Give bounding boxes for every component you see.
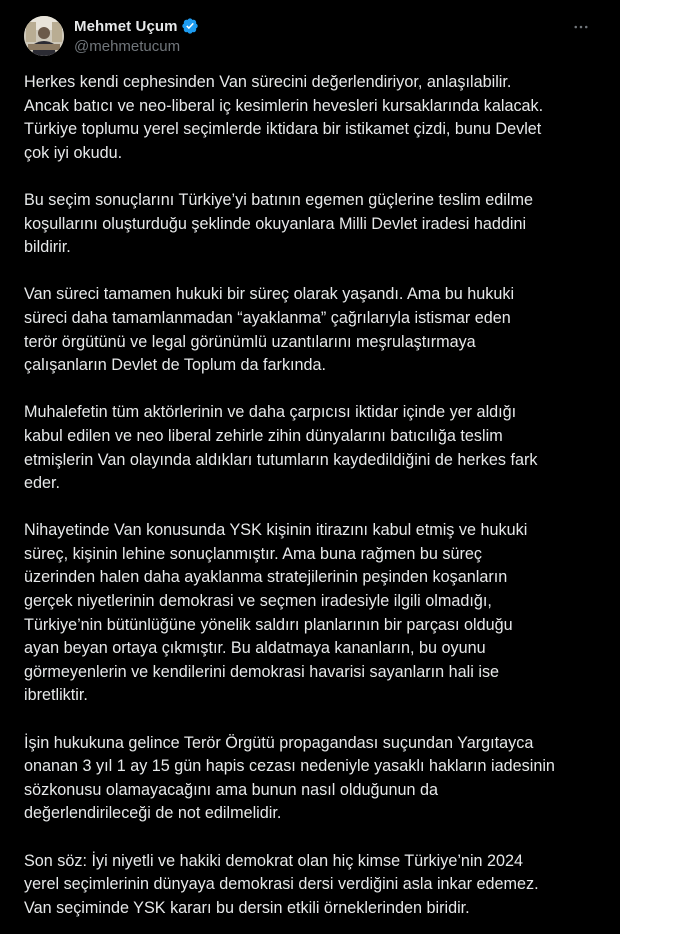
more-options-button[interactable] [566, 14, 596, 40]
more-horizontal-icon [572, 18, 590, 36]
avatar-photo [24, 16, 64, 56]
page-margin [620, 0, 700, 934]
tweet-paragraph: Muhalefetin tüm aktörlerinin ve daha çarpıcısı iktidar içinde yer aldığı kabul edilen ve neo liberal zehirle zihin dünyalarını batıcılığa teslim etmişlerin Van olayında aldıkları tutumların kaydedildiğini de herkes fark eder. [24, 403, 538, 493]
author-names [74, 16, 199, 55]
tweet-paragraph: Bu seçim sonuçlarını Türkiye’yi batının egemen güçlerine teslim edilme koşullarını oluşturduğu şeklinde okuyanlara Milli Devlet iradesi haddini bildirir. [24, 190, 533, 257]
tweet-paragraph: Herkes kendi cephesinden Van sürecini değerlendiriyor, anlaşılabilir. Ancak batıcı ve neo-liberal iç kesimlerin hevesleri kursaklarında kalacak. Türkiye toplumu yerel seçimlerde iktidara bir istikamet çizdi, bunu Devlet çok iyi okudu. [24, 73, 544, 162]
author-display-name[interactable]: Mehmet Uçum [74, 17, 178, 35]
name-row [74, 16, 199, 36]
tweet-paragraph: Nihayetinde Van konusunda YSK kişinin itirazını kabul etmiş ve hukuki süreç, kişinin lehine sonuçlanmıştır. Ama buna rağmen bu süreç üzerinden halen daha ayaklanma stratejilerinin peşinden koşanların gerçek niyetlerinin demokrasi ve seçmen iradesiyle ilgili olmadığı, Türkiye’nin bütünlüğüne yönelik saldırı planlarının bir parçası olduğu ayan beyan ortaya çıkmıştır. Bu aldatmaya kananların, bu oyunu görmeyenlerin ve kendilerini demokrasi havarisi sayanların hali ise ibretliktir. [24, 521, 528, 705]
verified-badge-icon [181, 17, 199, 35]
tweet-paragraph: Son söz: İyi niyetli ve hakiki demokrat olan hiç kimse Türkiye’nin 2024 yerel seçimlerinin dünyaya demokrasi dersi verdiğini asla inkar edemez. Van seçiminde YSK kararı bu dersin etkili örneklerinden biridir. [24, 851, 539, 917]
tweet-paragraph: İşin hukukuna gelince Terör Örgütü propagandası suçundan Yargıtayca onanan 3 yıl 1 ay 15 gün hapis cezası nedeniyle yasaklı hakların iadesinin sözkonusu olamayacağını ama bunun nasıl olduğunun da değerlendirileceği de not edilmelidir. [24, 733, 555, 823]
tweet-paragraph: Van süreci tamamen hukuki bir süreç olarak yaşandı. Ama bu hukuki süreci daha tamamlanmadan “ayaklanma” çağrılarıyla istismar eden terör örgütünü ve legal görünümlü uzantılarını meşrulaştırmaya çalışanların Devlet de Toplum da farkında. [24, 285, 515, 375]
avatar[interactable] [24, 16, 64, 56]
author-handle[interactable]: @mehmetucum [74, 38, 181, 55]
tweet-text [24, 71, 599, 934]
tweet-header [24, 14, 596, 58]
